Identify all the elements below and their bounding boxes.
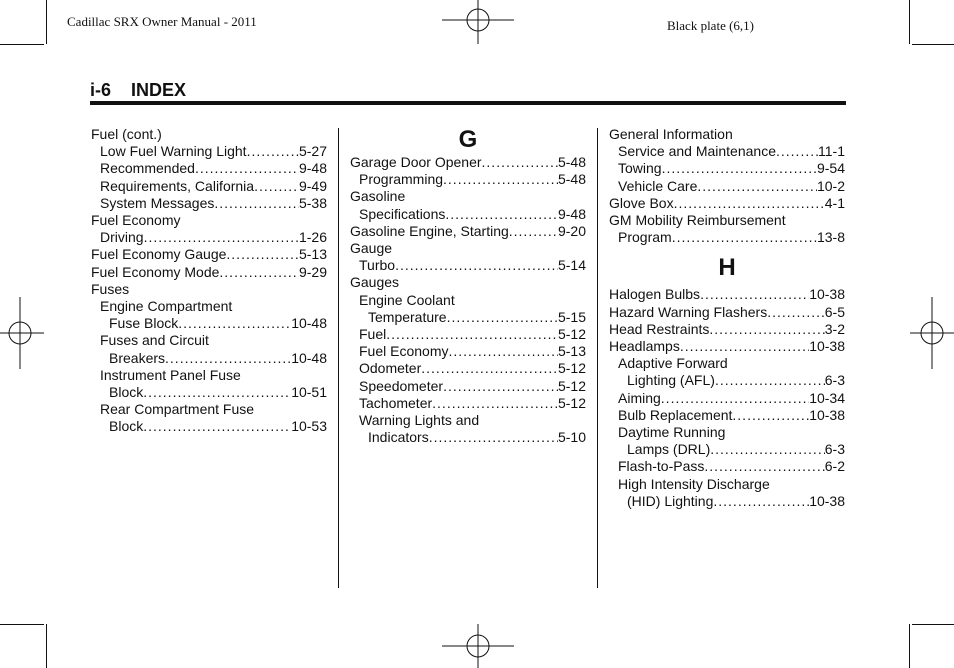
- page-title: [90, 80, 186, 101]
- index-entry: [609, 458, 845, 475]
- dot-leader: [143, 418, 291, 435]
- index-entry-page: 5-12: [557, 394, 586, 411]
- dot-leader: [178, 315, 291, 332]
- index-entry: [350, 292, 586, 309]
- index-entry-page: 5-27: [298, 143, 327, 160]
- index-entry: [91, 315, 327, 332]
- dot-leader: [219, 264, 299, 281]
- index-entry-page: 9-29: [298, 263, 327, 280]
- index-entry: [609, 160, 845, 177]
- index-entry-text: Rear Compartment Fuse: [100, 401, 255, 418]
- index-entry-text: Towing: [618, 160, 662, 177]
- index-entry: [91, 195, 327, 212]
- index-entry: [91, 246, 327, 263]
- page-number: i-6: [90, 80, 112, 100]
- dot-leader: [447, 309, 558, 326]
- index-entry: [609, 178, 845, 195]
- registration-mark-top: [442, 0, 514, 44]
- registration-mark-bottom: [442, 624, 514, 668]
- dot-leader: [195, 160, 299, 177]
- dot-leader: [448, 343, 557, 360]
- index-entry: [609, 355, 845, 372]
- index-entry-text: Instrument Panel Fuse: [100, 366, 241, 383]
- index-entry-text: Hazard Warning Flashers: [609, 303, 768, 320]
- index-entry-page: 9-48: [298, 160, 327, 177]
- index-entry: [91, 298, 327, 315]
- index-entry-text: Programming: [359, 171, 444, 188]
- crop-mark: [46, 0, 47, 44]
- dot-leader: [214, 195, 299, 212]
- index-entry-text: General Information: [609, 126, 733, 142]
- index-entry-text: Garage Door Opener: [350, 154, 482, 170]
- index-entry-text: GM Mobility Reimbursement: [609, 212, 786, 229]
- index-entry: [609, 321, 845, 338]
- index-column-1: [91, 126, 327, 436]
- index-entry-page: 3-2: [824, 320, 845, 337]
- crop-mark: [912, 44, 954, 45]
- index-entry: [91, 281, 327, 298]
- index-entry: [91, 126, 327, 143]
- index-entry-text: Block: [109, 418, 144, 435]
- index-entry: [91, 229, 327, 246]
- index-entry: [91, 418, 327, 435]
- index-entry-page: 5-12: [557, 360, 586, 377]
- dot-leader: [662, 160, 817, 177]
- index-entry: [91, 264, 327, 281]
- dot-leader: [709, 321, 824, 338]
- index-entry: [350, 240, 586, 257]
- index-entry: [609, 143, 845, 160]
- dot-leader: [165, 350, 291, 367]
- index-entry-page: 6-2: [824, 458, 845, 475]
- index-entry-page: 13-8: [816, 229, 845, 246]
- index-entry-text: Speedometer: [359, 377, 444, 394]
- index-entry-text: Glove Box: [609, 194, 674, 211]
- index-entry: [350, 223, 586, 240]
- dot-leader: [680, 338, 809, 355]
- index-entry-page: 5-12: [557, 377, 586, 394]
- title-rule: [90, 101, 846, 105]
- dot-leader: [715, 372, 825, 389]
- registration-mark-right: [910, 297, 954, 369]
- index-entry: [609, 286, 845, 303]
- index-entry-page: 4-1: [824, 194, 845, 211]
- index-entry: [91, 178, 327, 195]
- index-entry: [350, 343, 586, 360]
- index-entry: [609, 407, 845, 424]
- index-entry: [350, 274, 586, 291]
- index-entry: [91, 350, 327, 367]
- dot-leader: [776, 143, 818, 160]
- index-entry: [350, 326, 586, 343]
- index-entry: [350, 378, 586, 395]
- index-entry-page: 5-12: [557, 326, 586, 343]
- index-entry-text: Fuel Economy: [91, 212, 181, 229]
- index-entry: [609, 493, 845, 510]
- index-entry-page: 5-14: [557, 257, 586, 274]
- index-entry-text: Warning Lights and: [359, 412, 480, 429]
- index-entry: [609, 229, 845, 246]
- index-entry: [350, 188, 586, 205]
- index-entry-text: Head Restraints: [609, 320, 710, 337]
- index-entry-page: 10-38: [809, 406, 845, 423]
- index-entry-text: Gasoline Engine, Starting: [350, 222, 509, 239]
- index-entry-page: 5-13: [557, 343, 586, 360]
- index-entry: [91, 160, 327, 177]
- crop-mark: [0, 624, 44, 625]
- registration-mark-left: [0, 297, 44, 369]
- index-entry: [609, 441, 845, 458]
- index-entry-text: Vehicle Care: [618, 177, 698, 194]
- index-entry-page: 5-15: [557, 308, 586, 325]
- index-entry-page: 6-3: [824, 441, 845, 458]
- index-entry: [609, 195, 845, 212]
- index-entry-text: Driving: [100, 229, 144, 246]
- index-entry: [350, 257, 586, 274]
- dot-leader: [144, 229, 299, 246]
- index-entry-text: Lighting (AFL): [627, 372, 715, 389]
- index-entry-text: Gauge: [350, 240, 393, 257]
- index-entry-text: Indicators: [368, 429, 429, 446]
- dot-leader: [443, 171, 558, 188]
- manual-title: Cadillac SRX Owner Manual - 2011: [67, 14, 257, 29]
- dot-leader: [445, 206, 558, 223]
- index-entry: [91, 143, 327, 160]
- index-entry-page: 9-49: [298, 177, 327, 194]
- index-entry-text: High Intensity Discharge: [618, 475, 770, 492]
- index-entry-text: Daytime Running: [618, 424, 726, 441]
- index-entry: [350, 429, 586, 446]
- dot-leader: [386, 326, 558, 343]
- index-entry-page: 10-34: [809, 389, 845, 406]
- index-entry-page: 6-3: [824, 372, 845, 389]
- index-entry-text: Headlamps: [609, 338, 680, 355]
- index-entry: [350, 309, 586, 326]
- crop-mark: [0, 44, 44, 45]
- index-entry-page: 5-13: [298, 246, 327, 263]
- index-letter-heading: H: [718, 254, 736, 282]
- index-entry-text: Turbo: [359, 257, 396, 274]
- dot-leader: [674, 195, 825, 212]
- column-divider: [338, 128, 339, 588]
- index-entry-text: Low Fuel Warning Light: [100, 143, 247, 160]
- dot-leader: [143, 384, 291, 401]
- index-entry-text: Program: [618, 229, 672, 246]
- dot-leader: [443, 378, 558, 395]
- index-entry: [609, 390, 845, 407]
- index-entry-text: Odometer: [359, 360, 422, 377]
- index-entry-page: 9-54: [816, 160, 845, 177]
- index-entry-text: Gauges: [350, 274, 400, 291]
- index-entry: [350, 360, 586, 377]
- dot-leader: [710, 441, 825, 458]
- index-entry: [91, 332, 327, 349]
- index-entry-text: Fuel Economy: [359, 343, 449, 360]
- index-entry-text: Engine Coolant: [359, 291, 455, 308]
- dot-leader: [482, 154, 558, 171]
- index-entry: [350, 154, 586, 171]
- dot-leader: [700, 286, 809, 303]
- index-entry-text: Aiming: [618, 389, 661, 406]
- index-entry-text: Requirements, California: [100, 177, 255, 194]
- index-entry-text: Tachometer: [359, 394, 433, 411]
- index-entry: [609, 304, 845, 321]
- index-entry: [609, 424, 845, 441]
- index-entry-text: Recommended: [100, 160, 195, 177]
- index-entry-text: Fuel: [359, 326, 387, 343]
- index-entry: [91, 212, 327, 229]
- dot-leader: [226, 246, 299, 263]
- index-entry-page: 11-1: [818, 143, 845, 160]
- index-entry-text: Engine Compartment: [100, 298, 233, 315]
- crop-mark: [909, 0, 910, 44]
- index-entry-page: 5-48: [557, 171, 586, 188]
- crop-mark: [46, 624, 47, 668]
- index-entry: [350, 395, 586, 412]
- index-column-3: [609, 126, 845, 510]
- dot-leader: [697, 178, 817, 195]
- index-entry: [350, 206, 586, 223]
- plate-label: Black plate (6,1): [667, 18, 754, 33]
- index-entry-page: 9-48: [557, 205, 586, 222]
- dot-leader: [432, 395, 558, 412]
- index-entry-page: 5-38: [298, 194, 327, 211]
- index-entry-text: Fuses: [91, 280, 130, 297]
- section-title: INDEX: [131, 80, 187, 100]
- index-entry-text: Specifications: [359, 205, 446, 222]
- index-entry-page: 6-5: [824, 303, 845, 320]
- index-entry-page: 10-38: [809, 338, 845, 355]
- index-entry: [609, 338, 845, 355]
- index-entry: [91, 401, 327, 418]
- index-entry-text: Flash-to-Pass: [618, 458, 705, 475]
- index-entry: [609, 372, 845, 389]
- index-entry-text: System Messages: [100, 194, 215, 211]
- dot-leader: [429, 429, 558, 446]
- index-entry-page: 5-48: [557, 154, 586, 170]
- index-entry-text: Bulb Replacement: [618, 406, 733, 423]
- dot-leader: [247, 143, 299, 160]
- index-letter-heading: G: [458, 126, 478, 153]
- index-entry: [609, 126, 845, 143]
- index-entry-page: 10-38: [809, 492, 845, 509]
- dot-leader: [509, 223, 558, 240]
- index-entry-page: 10-48: [291, 315, 327, 332]
- index-entry-page: 10-48: [291, 349, 327, 366]
- index-entry-page: 1-26: [298, 229, 327, 246]
- dot-leader: [713, 493, 809, 510]
- index-entry: [350, 171, 586, 188]
- index-entry-text: Fuses and Circuit: [100, 332, 209, 349]
- index-entry-page: 9-20: [557, 222, 586, 239]
- index-entry-text: Adaptive Forward: [618, 355, 728, 372]
- column-divider: [597, 128, 598, 588]
- index-entry-text: Fuel Economy Mode: [91, 263, 220, 280]
- crop-mark: [912, 624, 954, 625]
- index-entry: [609, 476, 845, 493]
- dot-leader: [704, 458, 824, 475]
- index-column-2: [350, 126, 586, 446]
- index-entry-page: 5-10: [557, 429, 586, 446]
- index-entry-text: Gasoline: [350, 188, 406, 205]
- index-entry-text: Fuel Economy Gauge: [91, 246, 227, 263]
- index-entry-text: Lamps (DRL): [627, 441, 711, 458]
- index-entry-text: Breakers: [109, 349, 166, 366]
- index-entry-page: 10-38: [809, 286, 845, 303]
- index-entry: [91, 384, 327, 401]
- index-entry: [91, 367, 327, 384]
- index-entry-text: Block: [109, 384, 144, 401]
- dot-leader: [732, 407, 809, 424]
- index-entry-page: 10-51: [291, 384, 327, 401]
- index-entry: [350, 412, 586, 429]
- index-entry-text: (HID) Lighting: [627, 492, 714, 509]
- crop-mark: [909, 624, 910, 668]
- dot-leader: [661, 390, 809, 407]
- dot-leader: [395, 257, 558, 274]
- index-entry-text: Service and Maintenance: [618, 143, 776, 160]
- index-entry-text: Fuel (cont.): [91, 126, 162, 142]
- index-entry: [609, 212, 845, 229]
- index-entry-page: 10-2: [816, 177, 845, 194]
- index-entry-text: Fuse Block: [109, 315, 179, 332]
- dot-leader: [254, 178, 299, 195]
- dot-leader: [421, 360, 558, 377]
- index-entry-text: Halogen Bulbs: [609, 286, 701, 303]
- index-entry-page: 10-53: [291, 418, 327, 435]
- dot-leader: [767, 304, 825, 321]
- index-entry-text: Temperature: [368, 308, 447, 325]
- dot-leader: [672, 229, 817, 246]
